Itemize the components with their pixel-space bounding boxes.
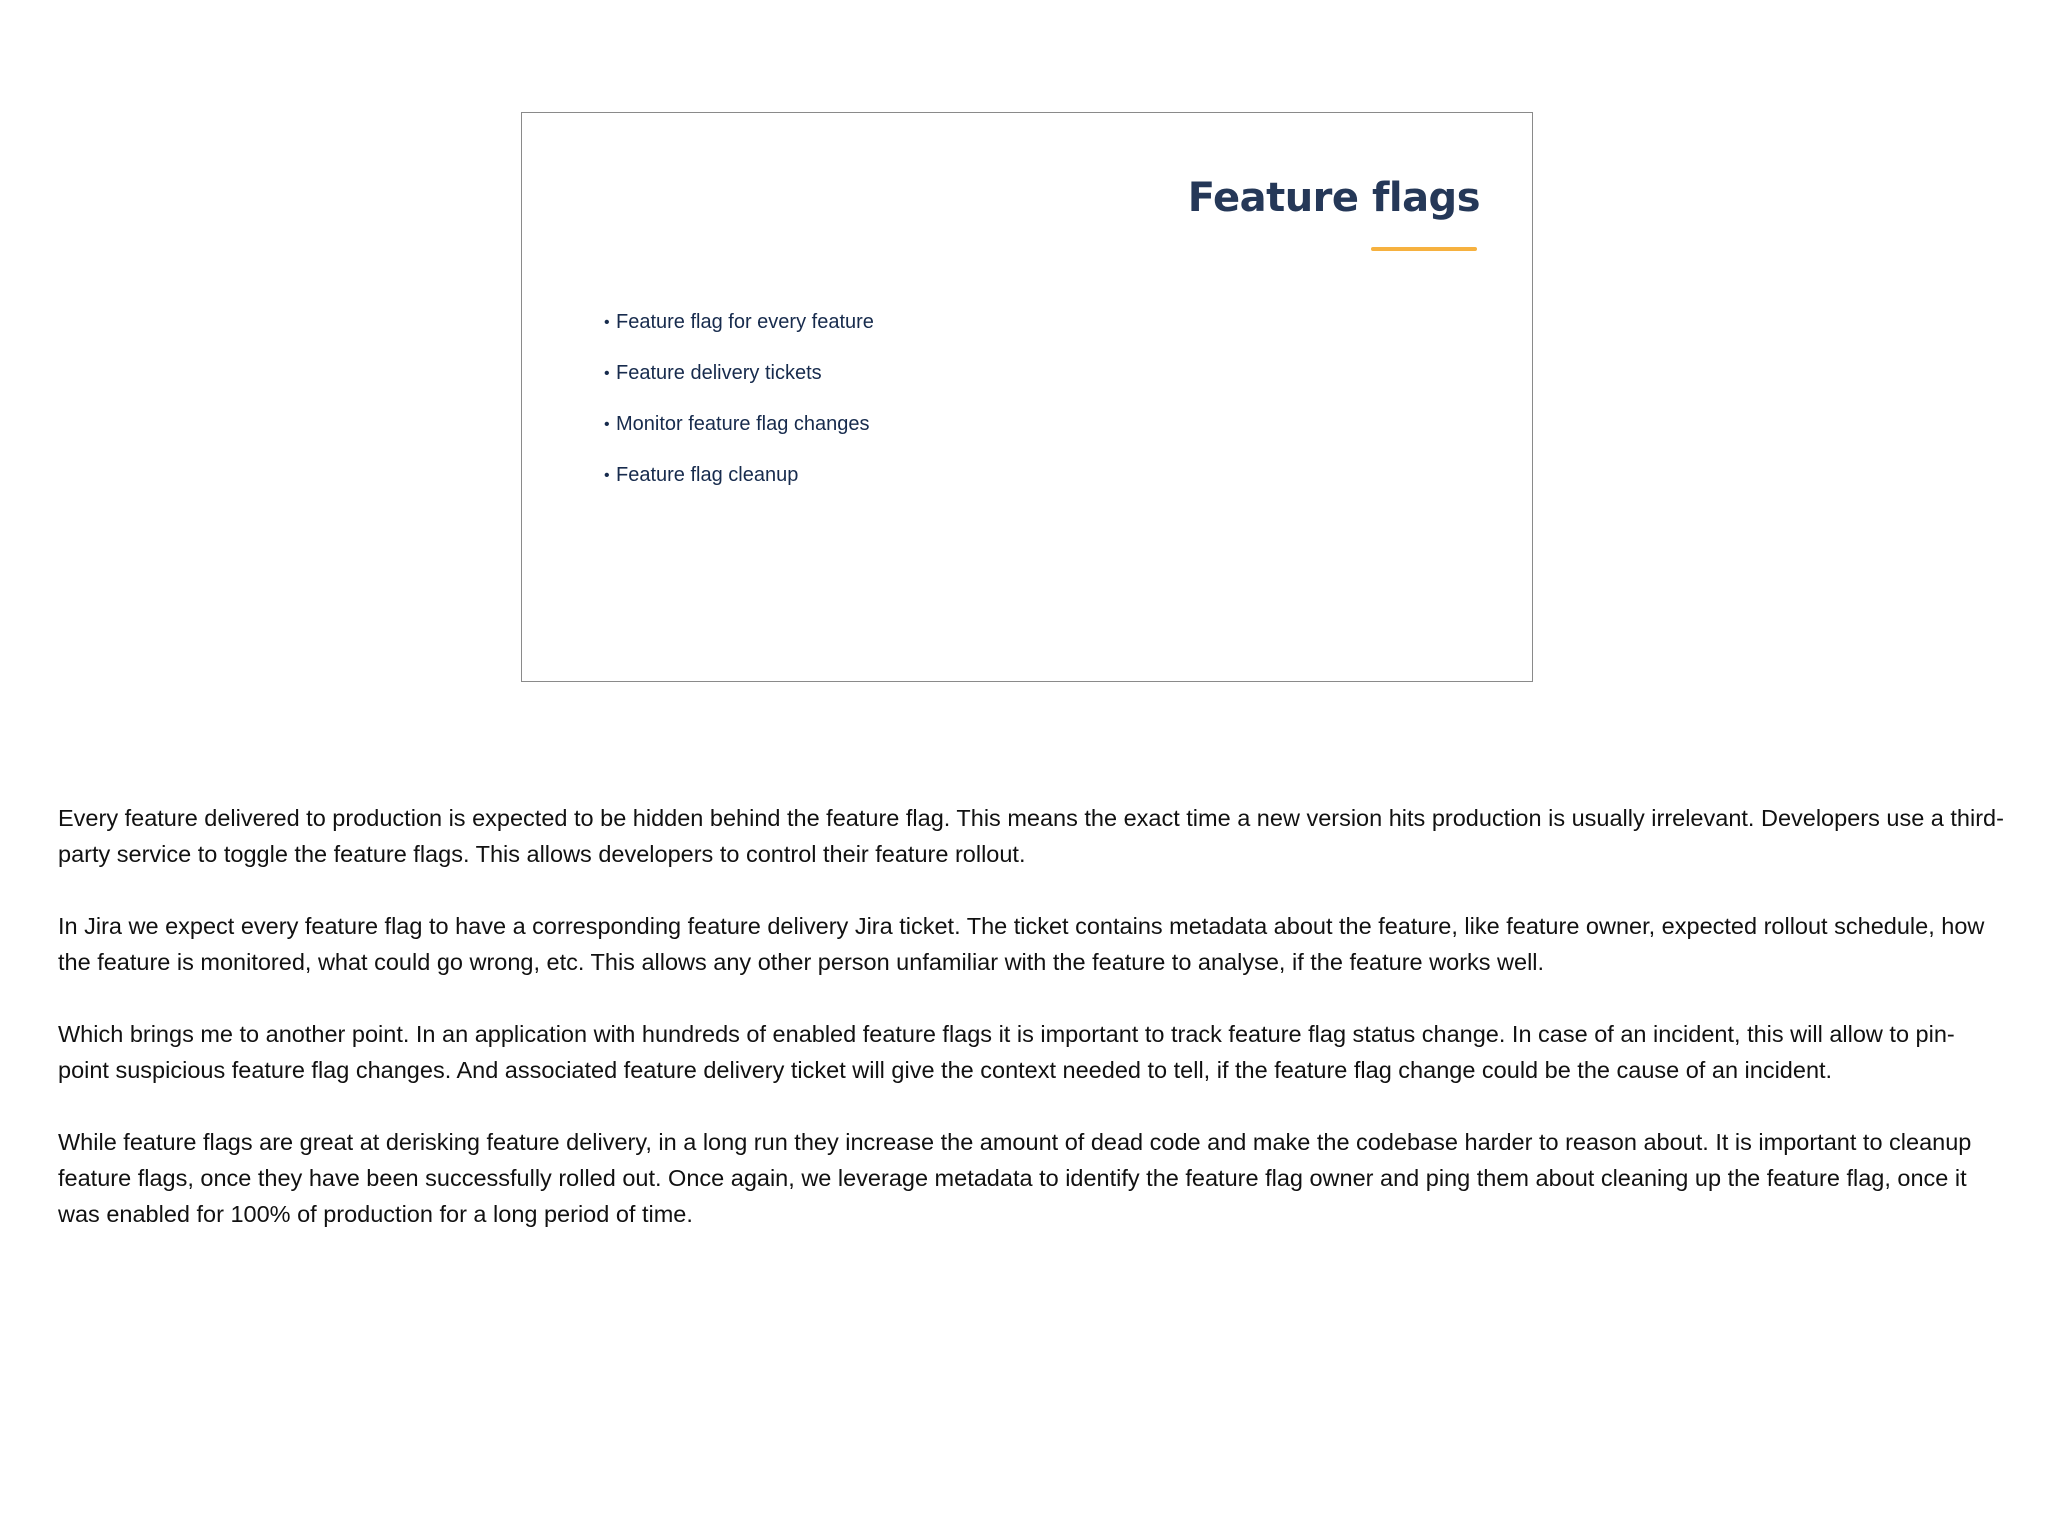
notes-paragraph: In Jira we expect every feature flag to have a corresponding feature delivery Jira ticket. The ticket contains metadata about the feature, like feature owner, expected rollout schedule, how the feature is monitored, what could go wrong, etc. This allows any other person unfamiliar with the feature to analyse, if the feature works well.	[58, 913, 1985, 975]
title-underline	[1371, 247, 1477, 251]
speaker-notes	[58, 800, 2004, 1268]
slide-bullet-text: Feature delivery tickets	[616, 362, 822, 384]
notes-paragraph: Every feature delivered to production is expected to be hidden behind the feature flag. This means the exact time a new version hits production is usually irrelevant. Developers use a third-party service to toggle the feature flags. This allows developers to control their feature rollout.	[58, 805, 2004, 867]
notes-paragraph: While feature flags are great at derisking feature delivery, in a long run they increase the amount of dead code and make the codebase harder to reason about. It is important to cleanup feature flags, once they have been successfully rolled out. Once again, we leverage metadata to identify the feature flag owner and ping them about cleaning up the feature flag, once it was enabled for 100% of production for a long period of time.	[58, 1129, 1972, 1227]
slide-bullet-list	[604, 309, 874, 513]
slide-bullet	[604, 309, 874, 360]
bullet-dot-icon: •	[604, 467, 610, 484]
slide-bullet	[604, 411, 874, 462]
bullet-dot-icon: •	[604, 416, 610, 433]
notes-paragraph: Which brings me to another point. In an application with hundreds of enabled feature flags it is important to track feature flag status change. In case of an incident, this will allow to pin-point suspicious feature flag changes. And associated feature delivery ticket will give the context needed to tell, if the feature flag change could be the cause of an incident.	[58, 1021, 1955, 1083]
slide-bullet	[604, 360, 874, 411]
slide-bullet-text: Feature flag cleanup	[616, 464, 799, 486]
bullet-dot-icon: •	[604, 314, 610, 331]
slide-bullet-text: Monitor feature flag changes	[616, 413, 870, 435]
bullet-dot-icon: •	[604, 365, 610, 382]
slide-title: Feature flags	[1187, 175, 1480, 221]
slide-bullet	[604, 462, 874, 513]
slide-bullet-text: Feature flag for every feature	[616, 311, 874, 333]
slide-preview	[521, 112, 1533, 682]
